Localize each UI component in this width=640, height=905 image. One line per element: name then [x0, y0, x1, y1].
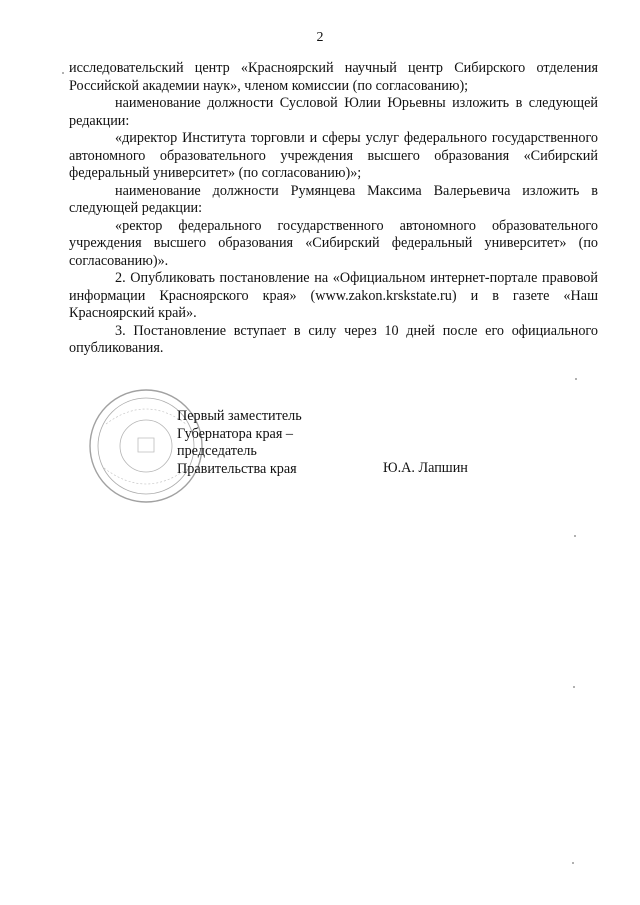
item-2-publication: 2. Опубликовать постановление на «Официальном интернет-портале правовой информации Красноярского края» (www.zakon.krskstate.ru) и в газете «Наш Красноярский край».	[69, 270, 598, 321]
signature-title-line-3: председатель	[177, 443, 257, 459]
scan-speck	[573, 686, 575, 688]
scan-speck	[575, 378, 577, 380]
scan-speck	[62, 72, 64, 74]
page-number: 2	[316, 30, 324, 45]
signatory-name: Ю.А. Лапшин	[383, 460, 468, 476]
item-3-effective-date: 3. Постановление вступает в силу через 10 дней после его официального опубликования.	[69, 322, 598, 356]
document-body	[69, 60, 598, 358]
signature-title-line-2: Губернатора края –	[177, 425, 294, 442]
paragraph-rumyantsev-position: наименование должности Румянцева Максима Валерьевича изложить в следующей редакции:	[69, 182, 598, 216]
scan-speck	[574, 535, 576, 537]
scan-speck	[572, 862, 574, 864]
paragraph-continuation: исследовательский центр «Красноярский научный центр Сибирского отделения Российской академии наук», членом комиссии (по согласованию);	[69, 60, 598, 94]
paragraph-rumyantsev-new-title: «ректор федерального государственного автономного образовательного учреждения высшего образования «Сибирский федеральный университет» (по согласованию)».	[69, 217, 598, 269]
signature-block	[177, 408, 302, 478]
signature-title-line-4: Правительства края	[177, 460, 297, 477]
paragraph-suslova-position: наименование должности Сусловой Юлии Юрьевны изложить в следующей редакции:	[69, 95, 598, 129]
paragraph-suslova-new-title: «директор Института торговли и сферы услуг федерального государственного автономного образовательного учреждения высшего образования «Сибирский федеральный университет» (по согласованию)»;	[69, 130, 598, 181]
signature-title-line-1: Первый заместитель	[177, 408, 302, 424]
